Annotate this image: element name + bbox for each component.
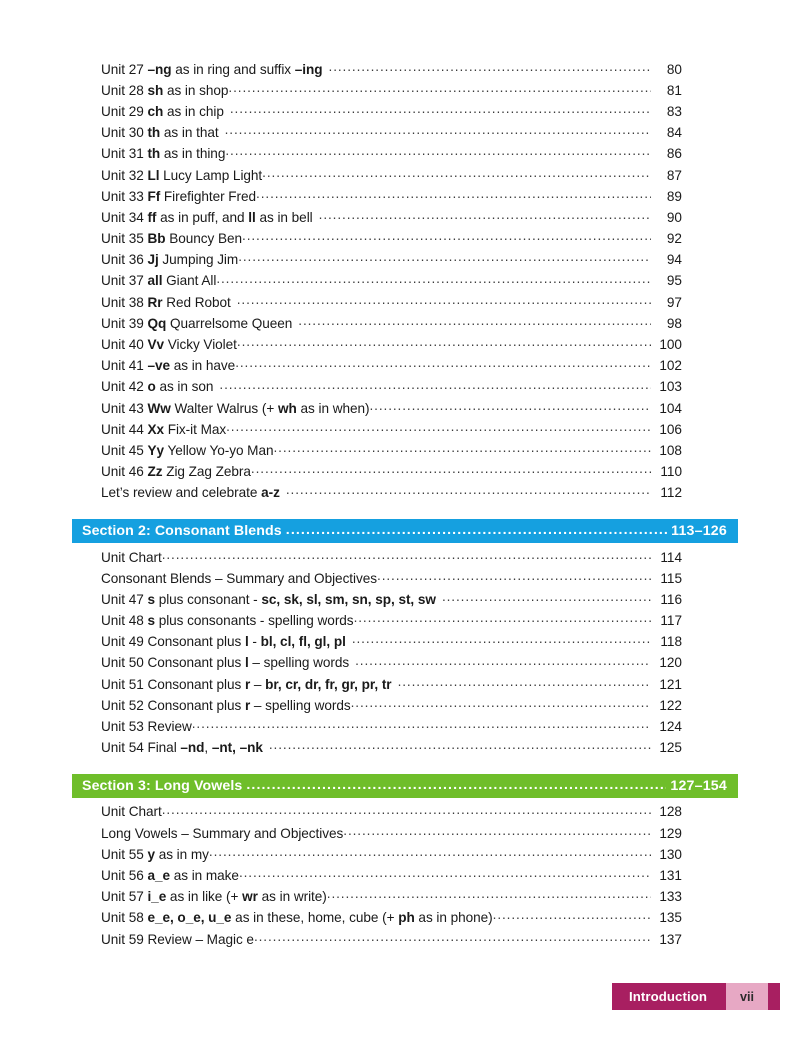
dot-leader [209,845,651,859]
dot-leader [256,187,651,201]
toc-entry-text: Bouncy Ben [165,231,243,247]
dot-leader [251,463,651,477]
dot-leader [237,335,651,349]
toc-entry-page-number: 117 [660,613,682,629]
toc-entry-page-number: 128 [659,804,682,820]
toc-entry-emphasis: e_e, o_e, u_e [147,910,232,926]
toc-entry-page-number: 129 [659,825,682,841]
dot-leader [273,441,651,455]
toc-entry-label [101,805,162,819]
toc-entry-page-number: 121 [659,676,682,692]
toc-entry-text: Unit 58 [101,910,148,926]
toc-entry-text: Unit 31 [101,146,148,162]
toc-entry-text: Unit Chart [101,549,162,565]
toc-entry-text: as in have [169,358,236,374]
toc-entry-emphasis: –nt, –nk [211,740,263,756]
toc-entry-text: Unit 32 [101,167,148,183]
toc-entry-page-number: 104 [659,400,682,416]
toc-entry-emphasis: Bb [147,231,166,247]
toc-entry-text: Unit 56 [101,867,148,883]
toc-entry-label [101,317,292,331]
footer-section-label: Introduction [612,983,726,1010]
toc-entry-text: – spelling words [248,655,350,671]
toc-entry-emphasis: ch [147,103,164,119]
toc-entry-label [101,402,369,416]
dot-leader [329,60,651,74]
toc-entry-emphasis: Ll [147,167,160,183]
toc-entry-text: as in bell [255,209,313,225]
toc-section-entries [0,548,800,760]
toc-entry-emphasis: s [147,613,155,629]
toc-entry[interactable] [0,930,800,951]
toc-entry-emphasis: l [244,655,249,671]
toc-entry-page-number: 137 [659,931,682,947]
toc-entry-text: Consonant Blends – Summary and Objectives [101,570,378,586]
dot-leader [351,696,651,710]
toc-entry-text: as in that [160,125,219,141]
dot-leader [352,633,651,647]
toc-entry-text: as in make [169,867,239,883]
toc-entry-text: Unit 40 [101,337,148,353]
toc-entry-label [101,147,225,161]
toc-entry-text: Unit 39 [101,315,148,331]
toc-entry-page-number: 94 [666,252,682,268]
toc-entry[interactable] [0,145,800,166]
toc-entry-group-continued [0,60,800,505]
toc-entry-emphasis: th [147,146,161,162]
toc-entry-emphasis: –nd [180,740,205,756]
toc-entry-text: Yellow Yo-yo Man [163,442,274,458]
toc-entry-page-number: 103 [659,379,682,395]
toc-entry-text: Unit 49 Consonant plus [101,634,245,650]
toc-entry-emphasis: Qq [147,315,167,331]
toc-section-title: Section 3: Long Vowels [82,777,243,794]
toc-entry-text: Unit 54 Final [101,740,181,756]
toc-entry-page-number: 95 [666,273,682,289]
dot-leader [162,803,651,817]
toc-entry-page-number: 90 [666,209,682,225]
toc-section-entries [0,803,800,951]
toc-entry-text: as in ring and suffix [171,61,295,77]
toc-entry-emphasis: Vv [147,337,164,353]
dot-leader [354,612,651,626]
toc-entry-page-number: 118 [660,634,682,650]
toc-entry-text: Long Vowels – Summary and Objectives [101,825,344,841]
toc-entry-text: Unit 45 [101,442,148,458]
toc-entry-emphasis: –ing [294,61,323,77]
toc-entry-text: Unit 33 [101,188,148,204]
toc-entry-label [101,359,235,373]
toc-entry[interactable] [0,612,800,633]
toc-entry-page-number: 102 [659,358,682,374]
toc-entry[interactable] [0,230,800,251]
toc-entry[interactable] [0,378,800,399]
dot-leader [235,357,651,371]
dot-leader [493,909,651,923]
page-footer-badge [612,983,780,1010]
toc-entry-label [101,380,213,394]
toc-entry-label [101,253,238,267]
toc-entry-text: Unit 52 Consonant plus [101,697,245,713]
toc-entry-emphasis: –ng [147,61,172,77]
toc-entry-page-number: 110 [660,464,682,480]
toc-entry-text: Unit 34 [101,209,148,225]
toc-entry-text: Unit 55 [101,846,148,862]
toc-entry-label [101,551,162,565]
toc-entry[interactable] [0,866,800,887]
toc-entry-emphasis: s [147,591,155,607]
toc-entry-page-number: 92 [666,231,682,247]
toc-entry-page-number: 131 [659,867,682,883]
toc-entry-emphasis: Xx [147,421,164,437]
toc-entry[interactable] [0,569,800,590]
toc-entry-text: Unit 48 [101,613,148,629]
toc-entry-text: as in puff, and [156,209,249,225]
toc-entry-page-number: 135 [659,910,682,926]
dot-leader [219,378,651,392]
toc-entry[interactable] [0,399,800,420]
toc-entry-text: as in my [154,846,209,862]
toc-entry-text: Unit 35 [101,231,148,247]
toc-entry-label [101,890,327,904]
toc-entry-emphasis: bl, cl, fl, gl, pl [260,634,346,650]
dot-leader [239,866,651,880]
toc-entry-label [101,126,219,140]
toc-entry-text: as in phone) [414,910,493,926]
toc-entry-text: Giant All [162,273,217,289]
toc-entry-label [101,741,263,755]
dot-leader [225,145,651,159]
toc-entry-text: – [250,676,266,692]
toc-entry-emphasis: Zz [147,464,163,480]
dot-leader [237,293,651,307]
toc-entry[interactable] [0,548,800,569]
toc-entry-text: as in shop [163,82,229,98]
toc-entry[interactable] [0,739,800,760]
toc-entry[interactable] [0,314,800,335]
toc-entry-emphasis: ff [147,209,157,225]
toc-entry-page-number: 80 [666,61,682,77]
toc-entry-emphasis: a-z [261,485,280,501]
toc-entry-label [101,444,273,458]
toc-entry-emphasis: Yy [147,442,164,458]
toc-section-page-range: 113–126 [671,522,727,539]
toc-entry[interactable] [0,124,800,145]
toc-entry[interactable] [0,717,800,738]
toc-entry-emphasis: wr [242,889,258,905]
toc-entry-text: Unit 53 Review [101,719,192,735]
dot-leader [238,251,651,265]
toc-section-header[interactable] [72,774,738,798]
toc-entry[interactable] [0,824,800,845]
toc-entry-page-number: 122 [659,697,682,713]
toc-entry-emphasis: sh [147,82,164,98]
dot-leader [442,590,651,604]
dot-leader [355,654,651,668]
toc-entry-emphasis: br, cr, dr, fr, gr, pr, tr [265,676,392,692]
toc-entry-text: Unit 50 Consonant plus [101,655,245,671]
toc-entry-text: Unit 38 [101,294,148,310]
toc-entry-label [101,486,280,500]
toc-entry-page-number: 87 [666,167,682,183]
dot-leader [216,272,651,286]
toc-entry-text: Unit 29 [101,103,148,119]
toc-entry-text: Unit Chart [101,804,162,820]
dot-leader [230,102,651,116]
toc-entry-text: – spelling words [250,697,351,713]
toc-entry-text: Walter Walrus (+ [170,400,278,416]
toc-entry-label [101,848,209,862]
toc-entry-emphasis: Rr [147,294,163,310]
toc-entry-emphasis: –ve [147,358,170,374]
toc-entry-emphasis: o [147,379,156,395]
toc-entry-text: as in thing [160,146,226,162]
toc-entry[interactable] [0,187,800,208]
toc-entry-page-number: 106 [659,421,682,437]
toc-entry-page-number: 98 [666,315,682,331]
dot-leader [162,548,651,562]
dot-leader [192,717,651,731]
toc-entry-text: Unit 44 [101,421,148,437]
toc-entry-text: Jumping Jim [158,252,239,268]
toc-entry-emphasis: ph [398,910,415,926]
toc-entry-text: as in like (+ [166,889,243,905]
toc-entry-text: Unit 28 [101,82,148,98]
dot-leader [298,314,651,328]
toc-entry[interactable] [0,675,800,696]
dot-leader [286,524,667,538]
toc-section-header[interactable] [72,519,738,543]
toc-entry-text: Unit 30 [101,125,148,141]
toc-entry-emphasis: Ww [147,400,171,416]
toc-entry-label [101,635,346,649]
toc-entry-page-number: 100 [659,337,682,353]
toc-entry-text: Firefighter Fred [160,188,257,204]
toc-entry-page-number: 124 [659,719,682,735]
toc-entry-page-number: 84 [666,125,682,141]
toc-entry-emphasis: l [244,634,249,650]
toc-entry[interactable] [0,590,800,611]
toc-section-group [0,519,800,951]
toc-entry-page-number: 116 [660,591,682,607]
toc-entry-label [101,84,228,98]
footer-page-number: vii [726,983,768,1010]
toc-entry-text: as in write) [257,889,327,905]
toc-entry-text: Vicky Violet [163,337,237,353]
toc-entry-text: as in when) [296,400,370,416]
toc-entry-text: Unit 42 [101,379,148,395]
toc-entry-emphasis: a_e [147,867,170,883]
dot-leader [286,484,651,498]
toc-entry-emphasis: i_e [147,889,167,905]
toc-entry[interactable] [0,633,800,654]
dot-leader [242,230,651,244]
toc-entry-label [101,105,224,119]
toc-entry[interactable] [0,803,800,824]
toc-entry-page-number: 133 [659,889,682,905]
toc-entry-emphasis: all [147,273,163,289]
dot-leader [269,739,651,753]
toc-entry-label [101,423,226,437]
toc-entry-label [101,296,231,310]
toc-entry[interactable] [0,420,800,441]
toc-entry-text: - [248,634,261,650]
toc-entry-text: Zig Zag Zebra [162,464,251,480]
toc-section-page-range: 127–154 [670,777,727,794]
toc-entry-label [101,593,436,607]
dot-leader [228,81,651,95]
toc-entry-text: as in these, home, cube (+ [231,910,399,926]
toc-entry-emphasis: th [147,125,161,141]
dot-leader [225,124,651,138]
toc-entry-text: Unit 47 [101,591,148,607]
toc-entry[interactable] [0,81,800,102]
toc-entry-text: plus consonants - spelling words [154,613,354,629]
toc-entry-emphasis: Jj [147,252,159,268]
dot-leader [246,779,666,793]
toc-entry-label [101,211,313,225]
toc-entry-label [101,699,351,713]
toc-entry-label [101,465,251,479]
toc-entry-text: Fix-it Max [163,421,227,437]
toc-entry[interactable] [0,335,800,356]
dot-leader [327,888,651,902]
toc-entry-label [101,614,354,628]
toc-entry-label [101,274,216,288]
toc-entry-page-number: 112 [660,485,682,501]
toc-entry[interactable] [0,888,800,909]
toc-entry-label [101,169,262,183]
toc-entry-emphasis: sc, sk, sl, sm, sn, sp, st, sw [261,591,436,607]
toc-entry-page-number: 125 [659,740,682,756]
toc-entry-text: as in chip [163,103,224,119]
dot-leader [226,420,651,434]
dot-leader [262,166,651,180]
toc-entry-page-number: 130 [659,846,682,862]
toc-entry-emphasis: y [147,846,155,862]
toc-entry-text: Unit 59 Review – Magic e [101,931,254,947]
toc-entry-label [101,338,237,352]
toc-entry-text: Unit 41 [101,358,148,374]
dot-leader [319,208,651,222]
toc-entry-emphasis: wh [278,400,297,416]
toc-entry-text: Unit 27 [101,61,148,77]
toc-entry-emphasis: ll [248,209,256,225]
toc-entry-page-number: 89 [666,188,682,204]
toc-entry-page-number: 108 [659,442,682,458]
toc-entry-label [101,933,254,947]
toc-entry-text: Let’s review and celebrate [101,485,262,501]
toc-entry-emphasis: Ff [147,188,161,204]
toc-entry-emphasis: r [244,676,251,692]
toc-entry-label [101,232,242,246]
toc-entry[interactable] [0,251,800,272]
toc-entry-text: Unit 51 Consonant plus [101,676,245,692]
footer-end-cap [768,983,780,1010]
toc-entry-text: Unit 46 [101,464,148,480]
toc-entry[interactable] [0,696,800,717]
toc-entry-label [101,827,343,841]
toc-entry-label [101,911,493,925]
toc-entry-emphasis: r [244,697,251,713]
toc-entry[interactable] [0,441,800,462]
toc-entry-text: , [204,740,212,756]
toc-entry-label [101,572,377,586]
toc-entry-label [101,678,392,692]
toc-entry[interactable] [0,357,800,378]
dot-leader [254,930,651,944]
toc-entry-page-number: 81 [666,82,682,98]
toc-section-title: Section 2: Consonant Blends [82,522,282,539]
dot-leader [343,824,651,838]
toc-entry-text: plus consonant - [154,591,262,607]
toc-entry[interactable] [0,102,800,123]
dot-leader [369,399,651,413]
toc-entry-page-number: 120 [659,655,682,671]
toc-entry-text: Quarrelsome Queen [166,315,293,331]
toc-entry[interactable] [0,463,800,484]
toc-entry[interactable] [0,166,800,187]
toc-entry-label [101,656,349,670]
toc-entry-page-number: 115 [660,570,682,586]
toc-entry-label [101,190,256,204]
toc-entry-label [101,63,323,77]
toc-entry-text: Red Robot [162,294,231,310]
toc-entry-text: Unit 57 [101,889,148,905]
toc-entry-label [101,869,239,883]
toc-entry[interactable] [0,208,800,229]
toc-entry-text: Unit 36 [101,252,148,268]
toc-entry-text: Unit 37 [101,273,148,289]
toc-entry-page-number: 83 [666,103,682,119]
toc-entry[interactable] [0,293,800,314]
toc-entry[interactable] [0,654,800,675]
toc-entry-text: as in son [155,379,214,395]
toc-entry[interactable] [0,60,800,81]
toc-entry-label [101,720,192,734]
toc-entry[interactable] [0,484,800,505]
toc-entry-text: Lucy Lamp Light [159,167,263,183]
toc-entry[interactable] [0,909,800,930]
dot-leader [398,675,651,689]
toc-entry-page-number: 97 [666,294,682,310]
toc-entry-page-number: 86 [666,146,682,162]
toc-entry[interactable] [0,845,800,866]
toc-entry-text: Unit 43 [101,400,148,416]
dot-leader [377,569,651,583]
toc-entry-page-number: 114 [660,549,682,565]
toc-entry[interactable] [0,272,800,293]
